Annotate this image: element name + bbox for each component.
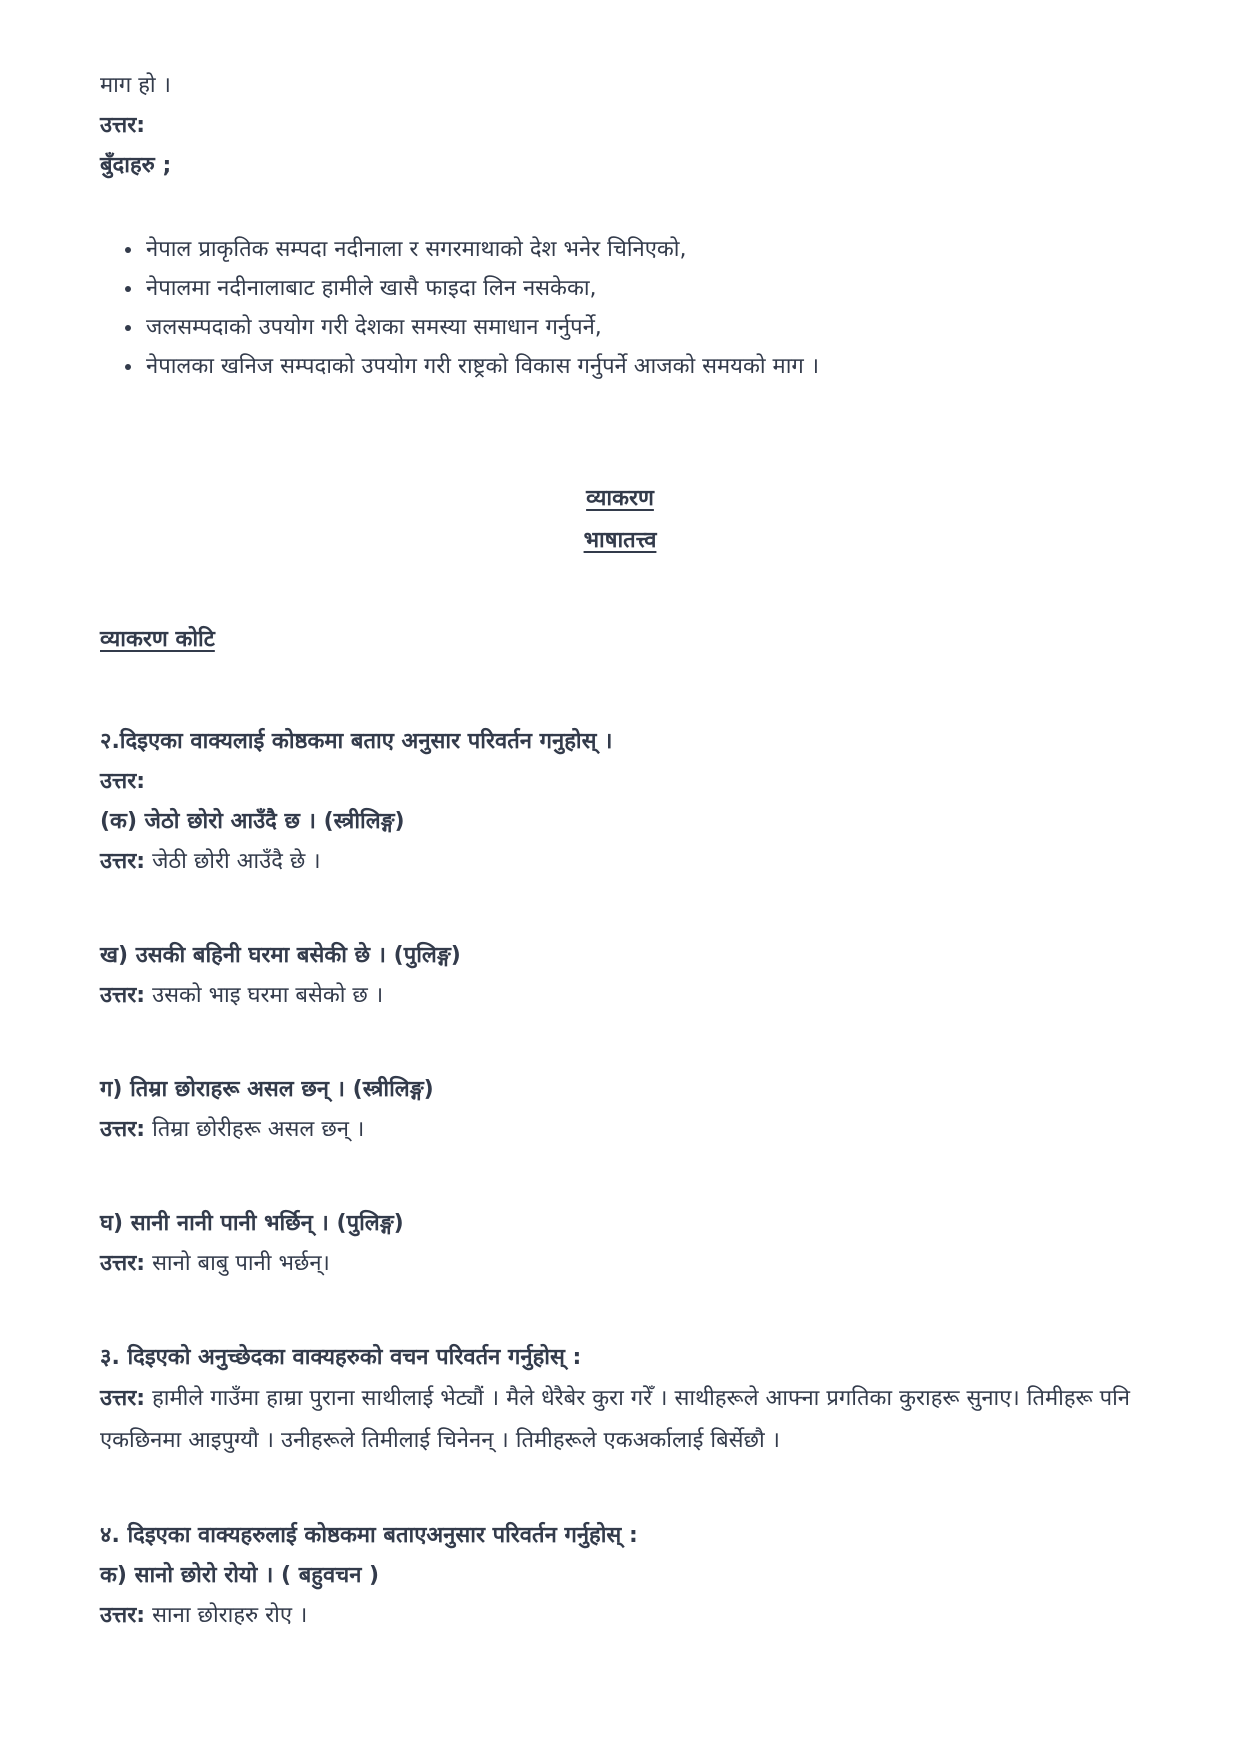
bullet-item: • नेपालका खनिज सम्पदाको उपयोग गरी राष्ट्रको विकास गर्नुपर्ने आजको समयको माग । — [144, 347, 1140, 386]
q2-item-kha-answer — [100, 976, 1140, 1016]
section-subtitle-text: व्याकरण कोटि — [100, 627, 215, 652]
spacer — [100, 1150, 1140, 1204]
question-2-heading: २.दिइएका वाक्यलाई कोष्ठकमा बताए अनुसार परिवर्तन गनुहोस् । — [100, 729, 613, 754]
section-title-linguistics-text: भाषातत्त्व — [583, 528, 657, 553]
answer-label: उत्तर: — [100, 983, 146, 1008]
summary-bullet-list — [100, 230, 1140, 386]
spacer — [100, 1284, 1140, 1338]
q2-item-kha-question: ख) उसकी बहिनी घरमा बसेकी छे । (पुलिङ्ग) — [100, 943, 461, 968]
q2-item-ka-answer — [100, 842, 1140, 882]
spacer — [100, 882, 1140, 936]
answer-label: उत्तर: — [100, 849, 146, 874]
q4-item-ka-answer — [100, 1596, 1140, 1636]
q4-item-ka-question: क) सानो छोरो रोयो । ( बहुवचन ) — [100, 1563, 380, 1588]
q2-item-gha-question: घ) सानी नानी पानी भर्छिन् । (पुलिङ्ग) — [100, 1211, 404, 1236]
answer-label: उत्तर: — [100, 1603, 146, 1628]
q2-item-gha-answer — [100, 1244, 1140, 1284]
section-title-grammar — [100, 478, 1140, 520]
section-title-linguistics — [100, 520, 1140, 562]
question-3-answer — [100, 1378, 1140, 1462]
q2-item-ga-question: ग) तिम्रा छोराहरू असल छन् । (स्त्रीलिङ्ग) — [100, 1077, 434, 1102]
q2-item-ga-answer — [100, 1110, 1140, 1150]
bullet-item: • जलसम्पदाको उपयोग गरी देशका समस्या समाधान गर्नुपर्ने, — [144, 308, 1140, 347]
intro-answer-label: उत्तर: — [100, 113, 146, 138]
answer-label: उत्तर: — [100, 1117, 146, 1142]
question-3-heading: ३. दिइएको अनुच्छेदका वाक्यहरुको वचन परिवर्तन गर्नुहोस् : — [100, 1345, 582, 1370]
spacer — [100, 1462, 1140, 1516]
question-4-heading: ४. दिइएका वाक्यहरुलाई कोष्ठकमा बताएअनुसार परिवर्तन गर्नुहोस् : — [100, 1523, 638, 1548]
bullet-item: • नेपालमा नदीनालाबाट हामीले खासै फाइदा लिन नसकेका, — [144, 269, 1140, 308]
bullet-item: • नेपाल प्राकृतिक सम्पदा नदीनाला र सगरमाथाको देश भनेर चिनिएको, — [144, 230, 1140, 269]
section-title-grammar-text: व्याकरण — [586, 486, 654, 511]
intro-tail-line: माग हो । — [100, 73, 171, 98]
spacer — [100, 660, 1140, 722]
answer-text: जेठी छोरी आउँदै छे । — [152, 849, 321, 874]
intro-points-label: बुँदाहरु ; — [100, 153, 172, 178]
spacer — [100, 386, 1140, 478]
answer-text: तिम्रा छोरीहरू असल छन् । — [152, 1117, 365, 1142]
answer-text: सानो बाबु पानी भर्छन्। — [152, 1251, 330, 1276]
answer-label: उत्तर: — [100, 1251, 146, 1276]
spacer — [100, 562, 1140, 620]
spacer — [100, 1016, 1140, 1070]
q2-item-ka-question: (क) जेठो छोरो आउँदै छ । (स्त्रीलिङ्ग) — [100, 809, 405, 834]
answer-text: साना छोराहरु रोए । — [152, 1603, 308, 1628]
question-2-answer-label: उत्तर: — [100, 769, 146, 794]
answer-text: हामीले गाउँमा हाम्रा पुराना साथीलाई भेट्यौं । मैले धेरैबेर कुरा गरेँ । साथीहरूले आफ्ना प्रगतिका कुराहरू सुनाए। तिमीहरू पनि एकछिनमा आइपुग्यौ । उनीहरूले तिमीलाई चिनेनन् । तिमीहरूले एकअर्कालाई बिर्सेछौ । — [100, 1386, 1131, 1453]
answer-label: उत्तर: — [100, 1386, 146, 1411]
answer-text: उसको भाइ घरमा बसेको छ । — [152, 983, 384, 1008]
section-subtitle-grammar-category — [100, 620, 1140, 660]
